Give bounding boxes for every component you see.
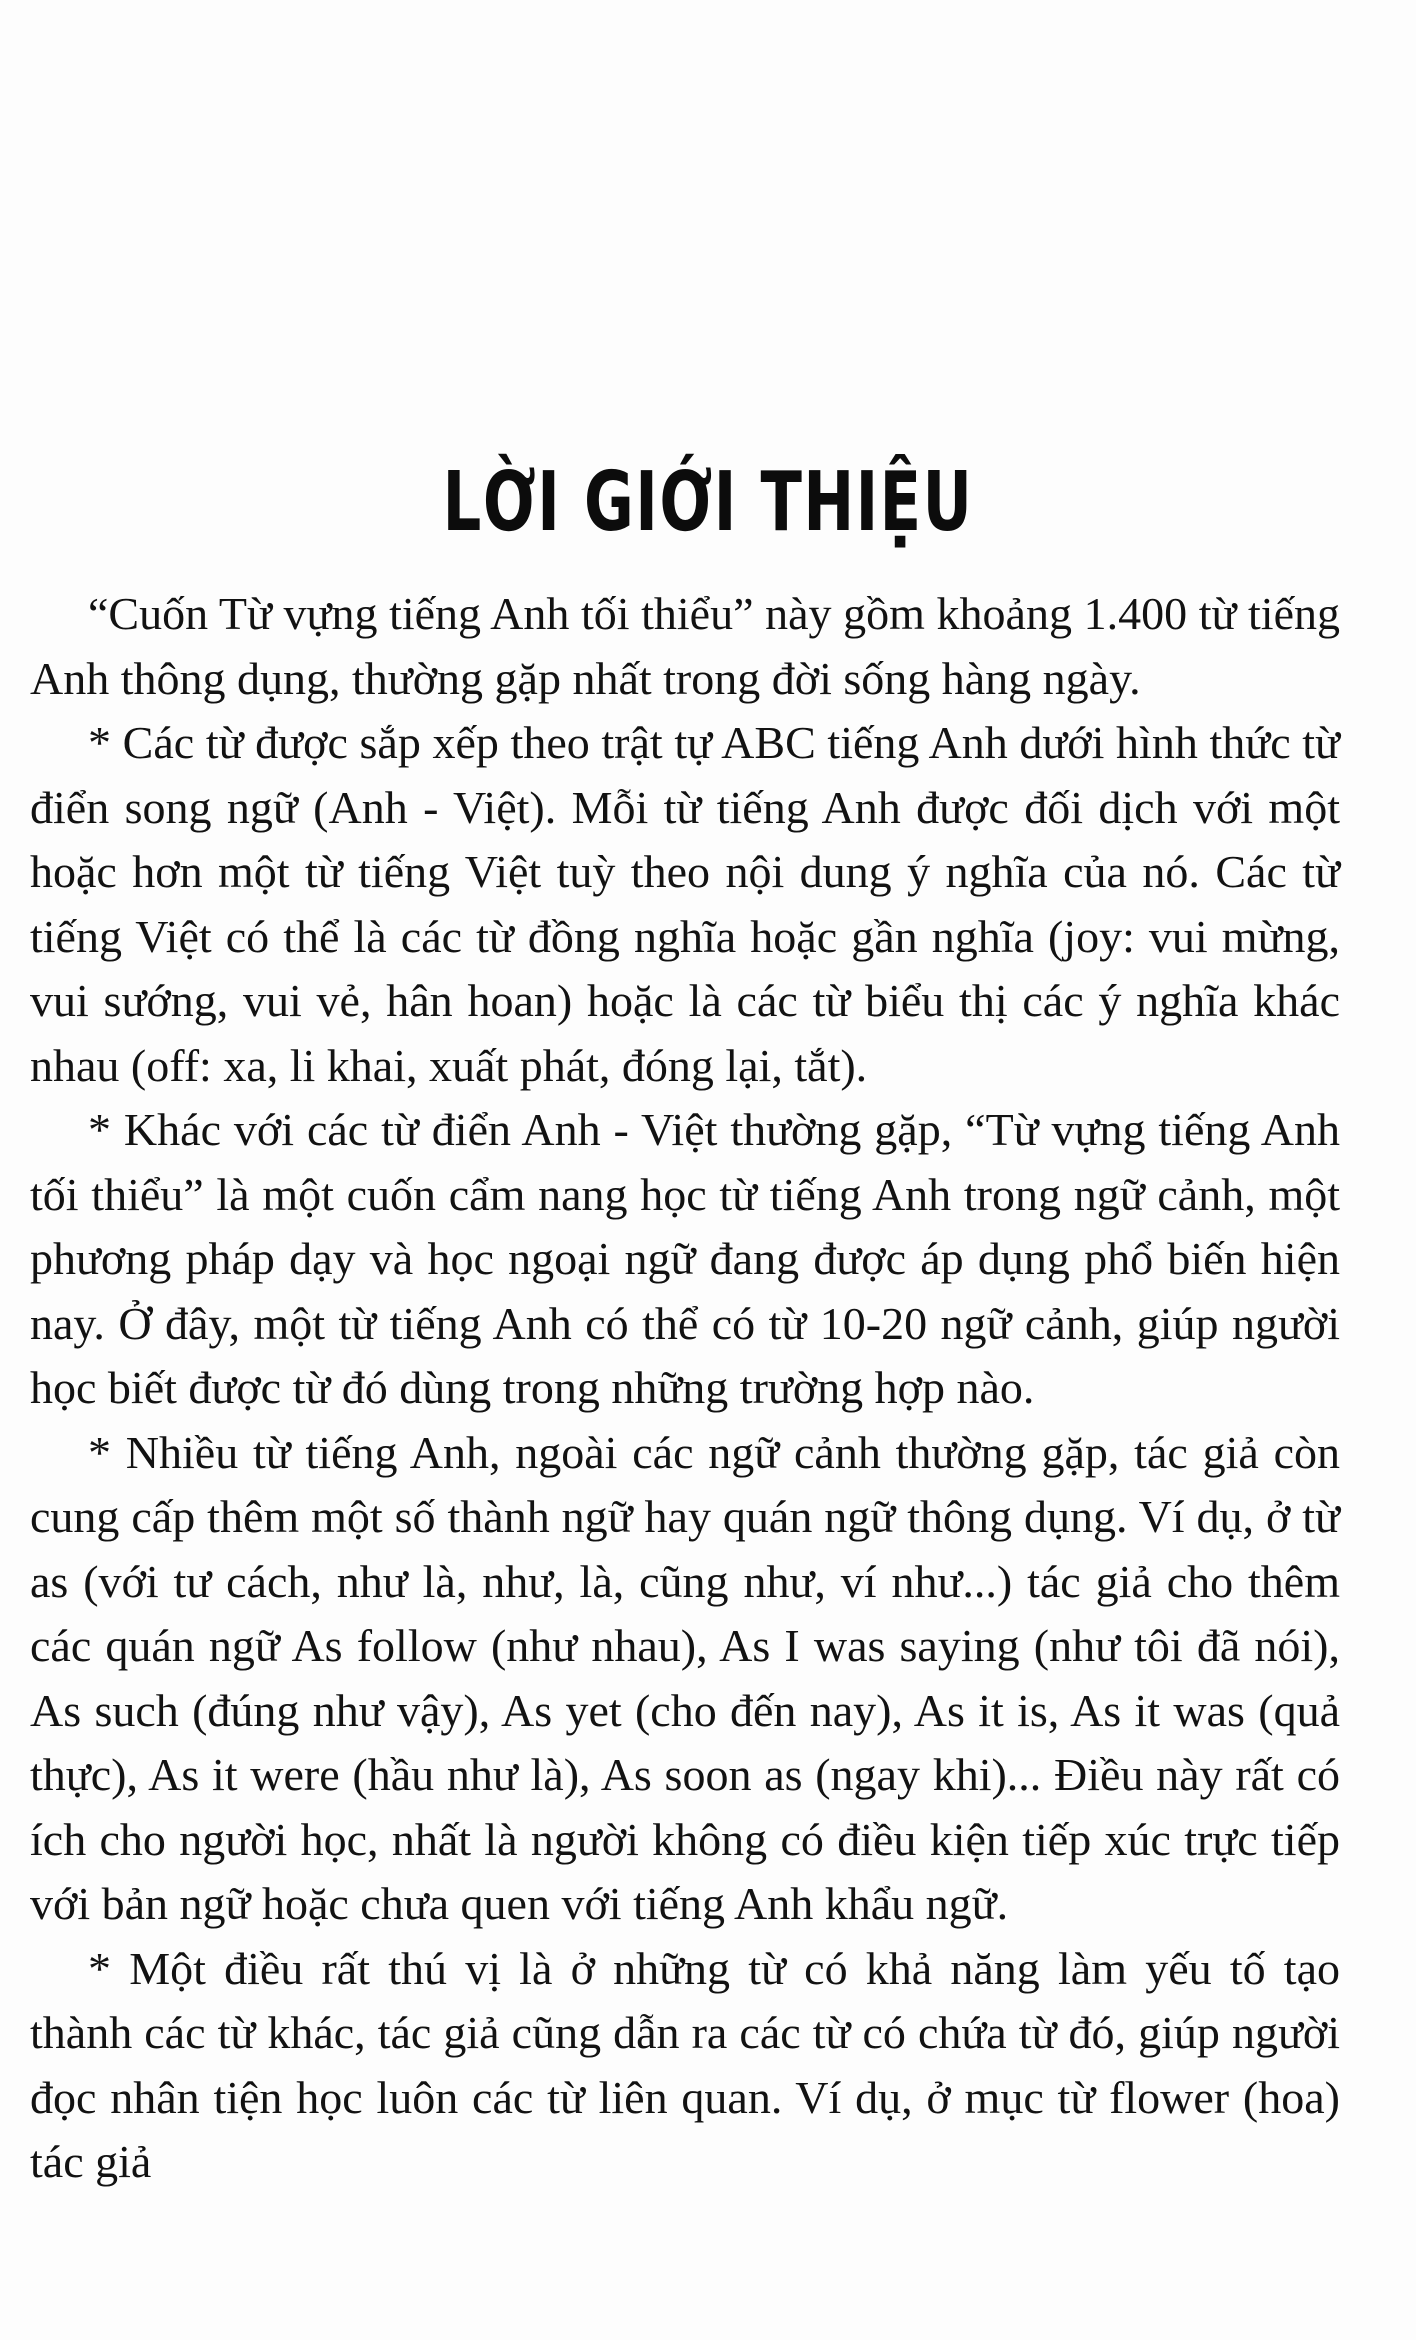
paragraph-intro: “Cuốn Từ vựng tiếng Anh tối thiểu” này gồm khoảng 1.400 từ tiếng Anh thông dụng, thường gặp nhất trong đời sống hàng ngày. <box>30 588 1340 704</box>
paragraph-context: * Khác với các từ điển Anh - Việt thường gặp, “Từ vựng tiếng Anh tối thiểu” là một cuốn cẩm nang học từ tiếng Anh trong ngữ cảnh, một phương pháp dạy và học ngoại ngữ đang được áp dụng phổ biến hiện nay. Ở đây, một từ tiếng Anh có thể có từ 10-20 ngữ cảnh, giúp người học biết được từ đó dùng trong những trường hợp nào. <box>30 1104 1340 1413</box>
page-title: LỜI GIỚI THIỆU <box>442 455 974 550</box>
paragraph-related-words: * Một điều rất thú vị là ở những từ có khả năng làm yếu tố tạo thành các từ khác, tác giả cũng dẫn ra các từ có chứa từ đó, giúp người đọc nhân tiện học luôn các từ liên quan. Ví dụ, ở mục từ flower (hoa) tác giả <box>30 1942 1340 2187</box>
body-text <box>30 582 1340 2195</box>
paragraph-idioms: * Nhiều từ tiếng Anh, ngoài các ngữ cảnh thường gặp, tác giả còn cung cấp thêm một số thành ngữ hay quán ngữ thông dụng. Ví dụ, ở từ as (với tư cách, như là, như, là, cũng như, ví như...) tác giả cho thêm các quán ngữ As follow (như nhau), As I was saying (như tôi đã nói), As such (đúng như vậy), As yet (cho đến nay), As it is, As it was (quả thực), As it were (hầu như là), As soon as (ngay khi)... Điều này rất có ích cho người học, nhất là người không có điều kiện tiếp xúc trực tiếp với bản ngữ hoặc chưa quen với tiếng Anh khẩu ngữ. <box>30 1426 1340 1929</box>
paragraph-arrangement: * Các từ được sắp xếp theo trật tự ABC tiếng Anh dưới hình thức từ điển song ngữ (Anh - Việt). Mỗi từ tiếng Anh được đối dịch với một hoặc hơn một từ tiếng Việt tuỳ theo nội dung ý nghĩa của nó. Các từ tiếng Việt có thể là các từ đồng nghĩa hoặc gần nghĩa (joy: vui mừng, vui sướng, vui vẻ, hân hoan) hoặc là các từ biểu thị các ý nghĩa khác nhau (off: xa, li khai, xuất phát, đóng lại, tắt). <box>30 717 1340 1091</box>
